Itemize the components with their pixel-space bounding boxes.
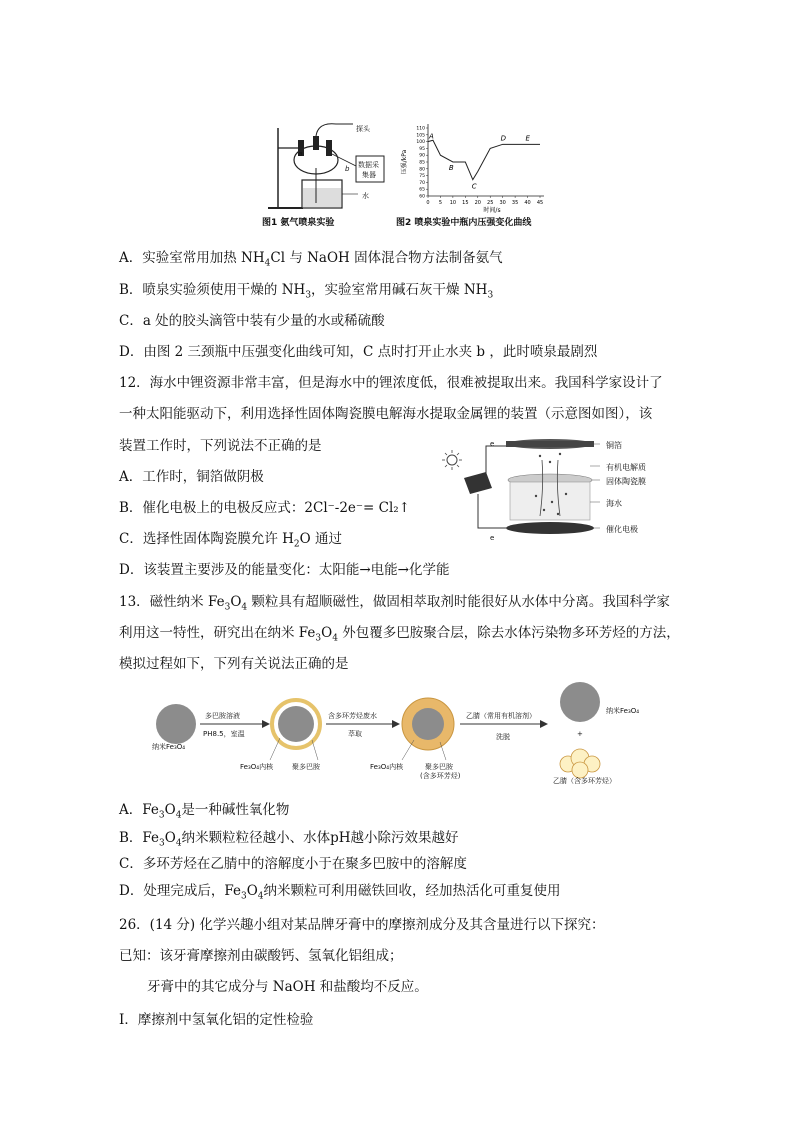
fig1-collector-label-2: 集器 [362, 171, 376, 179]
q13-label-core2: Fe₃O₄内核 [370, 763, 404, 771]
q13-label-step3-bottom: 洗脱 [496, 733, 510, 741]
x-tick-label: 35 [511, 200, 519, 206]
x-tick-label: 15 [462, 200, 469, 206]
q13-label-step1-bottom: PH8.5，室温 [203, 730, 245, 738]
y-tick-label: 90 [419, 153, 425, 159]
y-tick-label: 80 [419, 167, 425, 173]
fig1-collector-label-1: 数据采 [358, 161, 379, 169]
q12-stem-line2: 一种太阳能驱动下，利用选择性固体陶瓷膜电解海水提取金属锂的装置（示意图如图），该 [119, 406, 653, 422]
x-axis-label: 时间/s [483, 207, 501, 214]
point-label-e: E [525, 134, 530, 143]
q13-option-c: C．多环芳烃在乙腈中的溶解度小于在聚多巴胺中的溶解度 [119, 856, 467, 872]
x-tick-label: 45 [536, 200, 544, 206]
x-tick-label: 20 [474, 200, 481, 206]
fig1-a-label: a [298, 150, 303, 158]
q13-stem-line2: 利用这一特性，研究出在纳米 $Fe_3O_4$ 外包覆多巴胺聚合层，除去水体污染物多环芳烃的方法， [119, 625, 680, 644]
q13-label-shell1: 聚多巴胺 [292, 763, 320, 771]
q12-option-b: B．催化电极上的电极反应式：2Cl⁻-2e⁻= Cl₂↑ [119, 500, 411, 516]
y-tick-label: 65 [419, 187, 425, 193]
fig1-water-label: 水 [362, 192, 369, 200]
q13-stem-line3: 模拟过程如下，下列有关说法正确的是 [119, 656, 349, 672]
q12-label-membrane: 固体陶瓷膜 [606, 477, 646, 486]
y-tick-label: 75 [419, 174, 425, 180]
x-tick-label: 0 [426, 200, 430, 206]
q12-label-copper: 铜箔 [606, 441, 622, 450]
y-tick-label: 70 [419, 180, 425, 186]
x-tick-label: 10 [449, 200, 457, 206]
q13-label-solvent: 乙腈（含多环芳烃） [553, 777, 616, 785]
pressure-curve [428, 140, 540, 179]
fig1-probe-label: 探头 [356, 125, 370, 133]
q13-label-step2-top: 含多环芳烃废水 [328, 712, 377, 720]
q13-label-step1-top: 多巴胺溶液 [205, 712, 240, 720]
q13-label-shell2-2: (含多环芳烃) [420, 772, 461, 780]
q13-label-shell2-1: 聚多巴胺 [425, 763, 453, 771]
q13-label-nano2: 纳米Fe₃O₄ [606, 707, 640, 715]
y-tick-label: 100 [416, 140, 425, 146]
q13-label-step2-bottom: 萃取 [348, 730, 362, 738]
point-label-c: C [471, 182, 477, 191]
q11-option-c: C．a 处的胶头滴管中装有少量的水或稀硫酸 [119, 313, 385, 329]
q13-label-plus: + [577, 730, 583, 738]
y-tick-label: 60 [419, 194, 425, 200]
figure2-pressure-chart [398, 118, 548, 214]
q12-label-organic: 有机电解质 [606, 463, 646, 472]
q13-option-d: D．处理完成后，$Fe_3O_4$纳米颗粒可利用磁铁回收，经加热活化可重复使用 [119, 883, 561, 902]
q12-label-catalyst: 催化电极 [606, 525, 638, 534]
q13-option-b: B．$Fe_3O_4$纳米颗粒粒径越小、水体pH越小除污效果越好 [119, 830, 459, 849]
q13-label-nano: 纳米Fe₃O₄ [152, 743, 186, 751]
point-label-a: A [428, 132, 434, 141]
q26-stem-line1: 26．(14 分) 化学兴趣小组对某品牌牙膏中的摩擦剂成分及其含量进行以下探究： [119, 917, 605, 933]
x-tick-label: 30 [499, 200, 506, 206]
x-tick-label: 25 [487, 200, 494, 206]
q11-option-a: A．实验室常用加热 $NH_4Cl$ 与 NaOH 固体混合物方法制备氨气 [119, 250, 503, 269]
q26-section-title: I．摩擦剂中氢氧化铝的定性检验 [119, 1012, 314, 1028]
y-axis-label: 压强/kPa [401, 149, 408, 175]
fig1-b-label: b [345, 165, 350, 173]
q12-label-seawater: 海水 [606, 499, 622, 508]
q12-stem-line3: 装置工作时，下列说法不正确的是 [119, 438, 322, 454]
sun-icon [442, 450, 462, 470]
q13-option-a: A．$Fe_3O_4$是一种碱性氧化物 [119, 802, 290, 821]
point-label-b: B [448, 164, 454, 172]
y-tick-label: 105 [416, 133, 425, 139]
q26-stem-line2: 已知：该牙膏摩擦剂由碳酸钙、氢氧化铝组成； [119, 948, 403, 964]
figure1-caption: 图1 氨气喷泉实验 [262, 218, 335, 228]
y-tick-label: 110 [416, 126, 425, 132]
q12-electrolysis-diagram [440, 436, 610, 548]
q12-option-a: A．工作时，铜箔做阴极 [119, 469, 264, 485]
q11-option-b: B．喷泉实验须使用干燥的 $NH_3$，实验室常用碱石灰干燥 $NH_3$ [119, 282, 494, 301]
figure2-caption: 图2 喷泉实验中瓶内压强变化曲线 [396, 218, 532, 228]
q26-stem-line3: 牙膏中的其它成分与 NaOH 和盐酸均不反应。 [147, 979, 428, 995]
x-tick-label: 5 [438, 200, 443, 206]
q13-label-core1: Fe₃O₄内核 [240, 763, 274, 771]
q12-option-d: D．该装置主要涉及的能量变化：太阳能→电能→化学能 [119, 562, 450, 578]
q11-option-d: D．由图 2 三颈瓶中压强变化曲线可知，C 点时打开止水夹 b ，此时喷泉最剧烈 [119, 344, 598, 360]
point-label-d: D [500, 134, 507, 143]
x-tick-label: 40 [524, 200, 531, 206]
q12-stem-line1: 12．海水中锂资源非常丰富，但是海水中的锂浓度低，很难被提取出来。我国科学家设计了 [119, 375, 663, 391]
q13-label-step3-top: 乙腈（常用有机溶剂） [466, 712, 536, 720]
y-tick-label: 95 [419, 146, 425, 152]
q12-option-c: C．选择性固体陶瓷膜允许 $H_2O$ 通过 [119, 531, 342, 550]
q13-stem-line1: 13．磁性纳米 $Fe_3O_4$ 颗粒具有超顺磁性，做固相萃取剂时能很好从水体中分离。我国科学家 [119, 594, 670, 613]
q12-label-e-top: e [490, 440, 495, 448]
y-tick-label: 85 [419, 160, 425, 166]
q12-label-e-bottom: e [490, 534, 495, 542]
